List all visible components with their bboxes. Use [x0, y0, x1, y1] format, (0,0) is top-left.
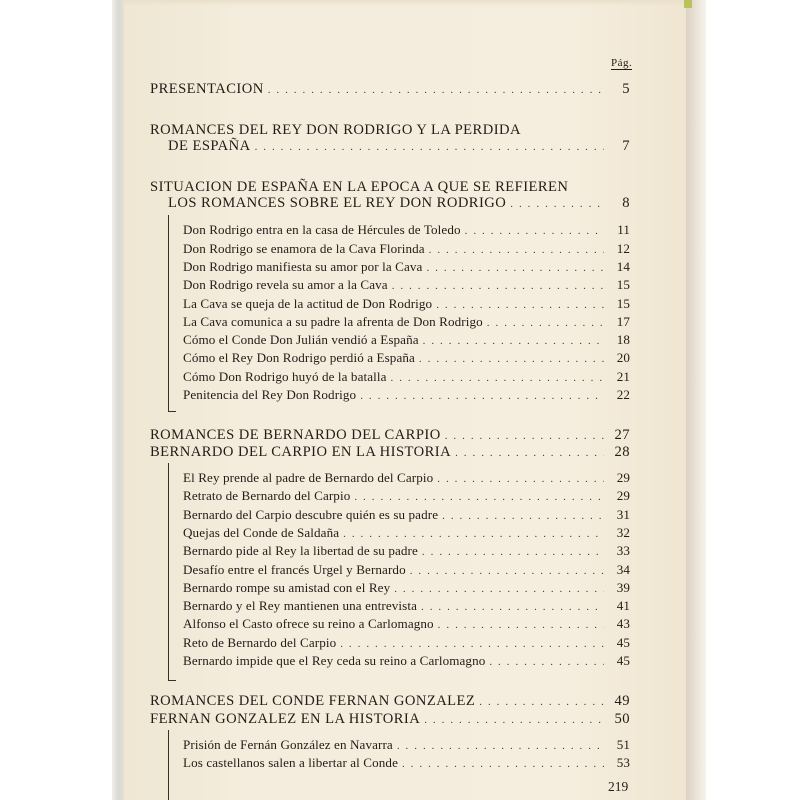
toc-page-number: 27 [614, 427, 630, 443]
toc-page-number: 50 [614, 711, 630, 727]
toc-item [183, 369, 630, 385]
toc-item-label: Don Rodrigo se enamora de la Cava Florinda [183, 241, 425, 256]
dot-leader [394, 583, 604, 595]
toc-item-label: Don Rodrigo manifiesta su amor por la Cava [183, 259, 423, 274]
toc-entry-label: ROMANCES DEL CONDE FERNAN GONZALEZ [150, 693, 476, 709]
toc-item-label: Los castellanos salen a libertar al Conde [183, 755, 398, 770]
toc-entry-label: LOS ROMANCES SOBRE EL REY DON RODRIGO [168, 195, 507, 211]
dot-leader [255, 141, 604, 153]
dot-leader [465, 225, 604, 237]
toc-item-label: Bernardo y el Rey mantienen una entrevista [183, 598, 417, 613]
toc-item-label: Cómo el Conde Don Julián vendió a España [183, 332, 419, 347]
dot-leader [343, 528, 604, 540]
toc-item [183, 387, 630, 403]
toc-page-number: 14 [616, 259, 630, 274]
toc-item-label: La Cava se queja de la actitud de Don Rodrigo [183, 296, 433, 311]
toc-item-label: Retrato de Bernardo del Carpio [183, 488, 351, 503]
dot-leader [360, 390, 604, 402]
toc-item [183, 580, 630, 596]
toc-item-label: Desafío entre el francés Urgel y Bernardo [183, 562, 406, 577]
cover-edge-stripe [684, 0, 692, 8]
toc-page-number: 20 [616, 350, 630, 365]
toc-item-label: Don Rodrigo entra en la casa de Hércules de Toledo [183, 222, 461, 237]
toc-item-label: Penitencia del Rey Don Rodrigo [183, 387, 357, 402]
toc-section-bernardo [150, 427, 630, 444]
toc-page-number: 5 [622, 81, 630, 97]
toc-item [183, 259, 630, 275]
dot-leader [421, 601, 604, 613]
toc-item [183, 562, 630, 578]
toc-section-situacion [168, 195, 630, 212]
dot-leader [268, 84, 604, 96]
page-outer-edge [686, 0, 706, 800]
dot-leader [429, 244, 604, 256]
dot-leader [410, 565, 604, 577]
toc-item [183, 507, 630, 523]
toc-page-number: 15 [616, 277, 630, 292]
dot-leader [436, 299, 604, 311]
section-bracket-foot [168, 411, 176, 412]
toc-page-number: 41 [616, 598, 630, 613]
toc-item-label: Cómo el Rey Don Rodrigo perdió a España [183, 350, 415, 365]
section-bracket-rule [168, 215, 169, 412]
toc-item [183, 488, 630, 504]
toc-page-number: 45 [616, 653, 630, 668]
toc-entry-presentacion [150, 81, 630, 98]
toc-item [183, 241, 630, 257]
toc-section-title-line: SITUACION DE ESPAÑA EN LA EPOCA A QUE SE REFIEREN [150, 179, 569, 195]
dot-leader [487, 317, 604, 329]
toc-item-label: Bernardo rompe su amistad con el Rey [183, 580, 391, 595]
dot-leader [402, 758, 604, 770]
dot-leader [437, 473, 604, 485]
toc-page-number: 15 [616, 296, 630, 311]
toc-item [183, 598, 630, 614]
dot-leader [479, 696, 604, 708]
toc-page-number: 18 [616, 332, 630, 347]
dot-leader [397, 740, 604, 752]
toc-item [183, 332, 630, 348]
toc-entry-label: DE ESPAÑA [168, 138, 251, 154]
toc-page-number: 22 [616, 387, 630, 402]
section-bracket-rule [168, 463, 169, 681]
toc-item [183, 525, 630, 541]
dot-leader [455, 447, 604, 459]
dot-leader [391, 372, 604, 384]
toc-item [183, 755, 630, 771]
toc-entry-label: BERNARDO DEL CARPIO EN LA HISTORIA [150, 444, 452, 460]
toc-item [183, 470, 630, 486]
toc-item-label: Bernardo pide al Rey la libertad de su padre [183, 543, 418, 558]
section-bracket-foot [168, 680, 176, 681]
dot-leader [419, 353, 604, 365]
toc-item-label: El Rey prende al padre de Bernardo del Carpio [183, 470, 434, 485]
page-folio-number: 219 [608, 779, 629, 794]
page-top-shadow [124, 0, 688, 6]
toc-item [183, 616, 630, 632]
toc-page-number: 49 [614, 693, 630, 709]
toc-page-number: 29 [616, 470, 630, 485]
dot-leader [392, 280, 604, 292]
toc-item-label: Quejas del Conde de Saldaña [183, 525, 340, 540]
toc-page-number: 51 [616, 737, 630, 752]
section-bracket-rule [168, 730, 169, 800]
toc-item [183, 222, 630, 238]
toc-page-number: 7 [622, 138, 630, 154]
toc-entry-label: PRESENTACION [150, 81, 264, 97]
toc-page-number: 34 [616, 562, 630, 577]
toc-page-number: 39 [616, 580, 630, 595]
toc-item-label: Cómo Don Rodrigo huyó de la batalla [183, 369, 387, 384]
dot-leader [424, 714, 604, 726]
toc-page-number: 29 [616, 488, 630, 503]
dot-leader [422, 546, 604, 558]
toc-page-number: 8 [622, 195, 630, 211]
toc-page-number: 31 [616, 507, 630, 522]
toc-item [183, 635, 630, 651]
toc-item [183, 277, 630, 293]
toc-page-number: 12 [616, 241, 630, 256]
dot-leader [340, 638, 604, 650]
toc-section-title-line: ROMANCES DEL REY DON RODRIGO Y LA PERDIDA [150, 122, 522, 138]
toc-section-rodrigo [168, 138, 630, 155]
toc-page-number: 17 [616, 314, 630, 329]
toc-item-label: Reto de Bernardo del Carpio [183, 635, 337, 650]
toc-section-bernardo-historia [150, 444, 630, 461]
toc-item [183, 296, 630, 312]
toc-page-number: 32 [616, 525, 630, 540]
toc-item-label: Bernardo del Carpio descubre quién es su padre [183, 507, 439, 522]
toc-page-number: 45 [616, 635, 630, 650]
toc-item-label: Don Rodrigo revela su amor a la Cava [183, 277, 388, 292]
toc-item [183, 314, 630, 330]
toc-page-number: 21 [616, 369, 630, 384]
dot-leader [426, 262, 604, 274]
toc-item-label: Alfonso el Casto ofrece su reino a Carlomagno [183, 616, 434, 631]
toc-page-number: 43 [616, 616, 630, 631]
toc-item [183, 350, 630, 366]
toc-entry-label: FERNAN GONZALEZ EN LA HISTORIA [150, 711, 421, 727]
background-left [0, 0, 118, 800]
background-right [706, 0, 800, 800]
dot-leader [354, 491, 604, 503]
toc-item [183, 737, 630, 753]
toc-item-label: Prisión de Fernán González en Navarra [183, 737, 393, 752]
dot-leader [445, 430, 604, 442]
toc-page-number: 11 [617, 222, 630, 237]
dot-leader [510, 198, 604, 210]
toc-page-number: 28 [614, 444, 630, 460]
dot-leader [423, 335, 604, 347]
toc-entry-label: ROMANCES DE BERNARDO DEL CARPIO [150, 427, 441, 443]
toc-item-label: La Cava comunica a su padre la afrenta de Don Rodrigo [183, 314, 483, 329]
dot-leader [442, 510, 604, 522]
page-column-header: Pág. [611, 57, 633, 69]
toc-page-number: 53 [616, 755, 630, 770]
toc-page-number: 33 [616, 543, 630, 558]
toc-section-fernan-historia [150, 711, 630, 728]
dot-leader [489, 656, 604, 668]
toc-section-fernan [150, 693, 630, 710]
toc-item [183, 543, 630, 559]
toc-item-label: Bernardo impide que el Rey ceda su reino a Carlomagno [183, 653, 486, 668]
dot-leader [438, 619, 604, 631]
toc-item [183, 653, 630, 669]
